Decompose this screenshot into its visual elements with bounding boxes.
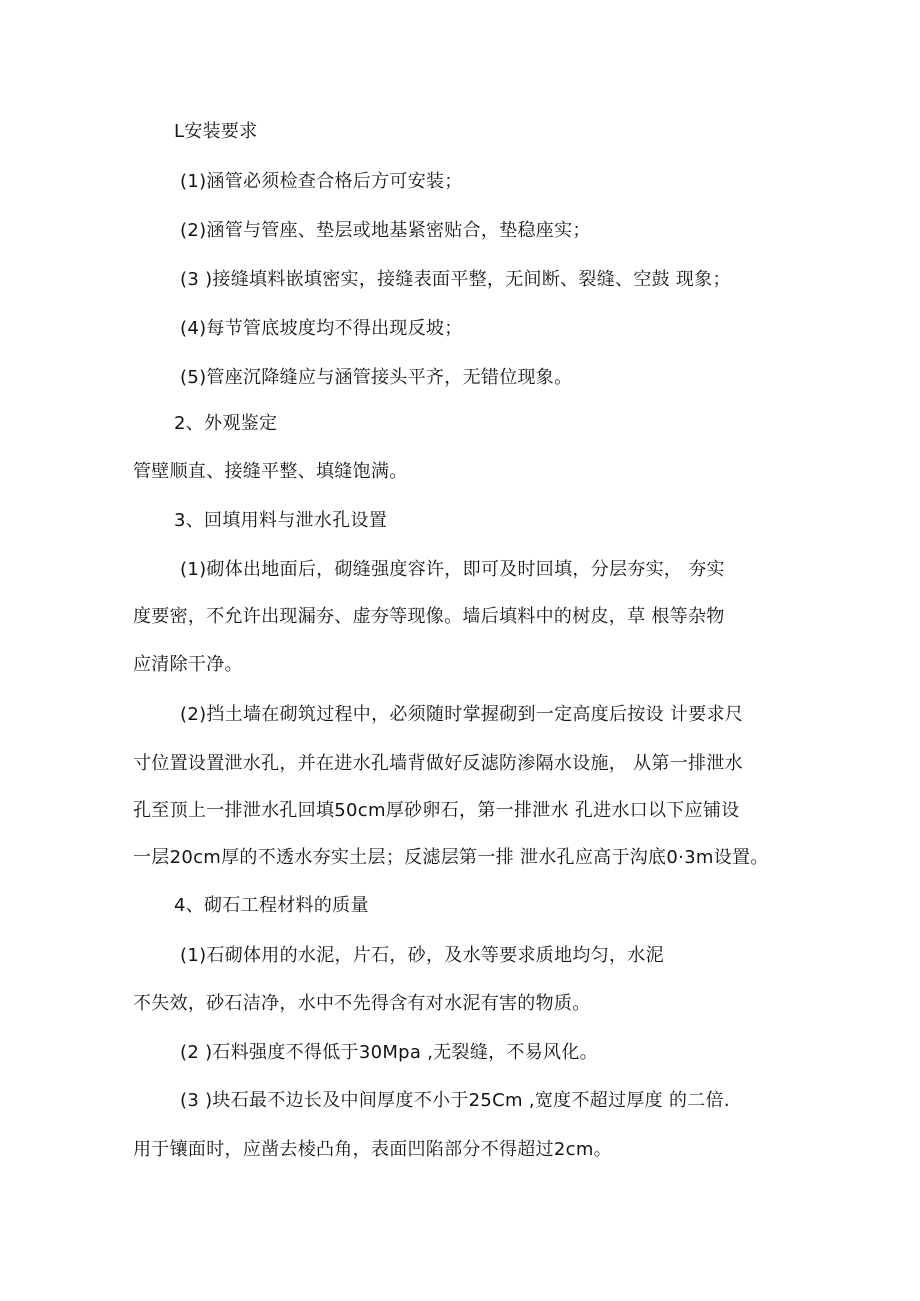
list-item-4: (4)每节管底坡度均不得出现反坡； bbox=[180, 318, 463, 339]
section-heading-backfill: 3、回填用料与泄水孔设置 bbox=[174, 510, 388, 531]
paragraph-line: 不失效，砂石洁净，水中不先得含有对水泥有害的物质。 bbox=[133, 993, 591, 1014]
section-heading-materials: 4、砌石工程材料的质量 bbox=[174, 895, 369, 916]
paragraph-line: (1)砌体出地面后，砌缝强度容许，即可及时回填，分层夯实， 夯实 bbox=[180, 559, 725, 580]
paragraph-line: (3 )块石最不边长及中间厚度不小于25Cm ,宽度不超过厚度 的二倍. bbox=[180, 1090, 730, 1111]
paragraph-line: (2 )石料强度不得低于30Mpa ,无裂缝，不易风化。 bbox=[180, 1042, 598, 1063]
paragraph-line: 应清除干净。 bbox=[133, 654, 243, 675]
paragraph-line: 一层20cm厚的不透水夯实土层；反滤层第一排 泄水孔应高于沟底0·3m设置。 bbox=[133, 847, 769, 868]
paragraph-line: (2)挡土墙在砌筑过程中，必须随时掌握砌到一定高度后按设 计要求尺 bbox=[180, 704, 744, 725]
section-heading-installation: L安装要求 bbox=[174, 121, 258, 142]
paragraph-line: 用于镶面时，应凿去棱凸角，表面凹陷部分不得超过2cm。 bbox=[133, 1139, 612, 1160]
list-item-1: (1)涵管必须检查合格后方可安装； bbox=[180, 171, 463, 192]
paragraph-line: (1)石砌体用的水泥，片石，砂，及水等要求质地均匀，水泥 bbox=[180, 945, 664, 966]
paragraph-line: 寸位置设置泄水孔，并在进水孔墙背做好反滤防渗隔水设施， 从第一排泄水 bbox=[133, 753, 743, 774]
section-heading-appearance: 2、外观鉴定 bbox=[174, 413, 278, 434]
paragraph-line: 管壁顺直、接缝平整、填缝饱满。 bbox=[133, 461, 408, 482]
list-item-5: (5)管座沉降缝应与涵管接头平齐，无错位现象。 bbox=[180, 367, 573, 388]
list-item-2: (2)涵管与管座、垫层或地基紧密贴合，垫稳座实； bbox=[180, 220, 591, 241]
list-item-3: (3 )接缝填料嵌填密实，接缝表面平整，无间断、裂缝、空鼓 现象； bbox=[180, 269, 731, 290]
paragraph-line: 度要密，不允许出现漏夯、虚夯等现像。墙后填料中的树皮，草 根等杂物 bbox=[133, 606, 725, 627]
paragraph-line: 孔至顶上一排泄水孔回填50cm厚砂卵石，第一排泄水 孔进水口以下应铺设 bbox=[133, 800, 740, 821]
